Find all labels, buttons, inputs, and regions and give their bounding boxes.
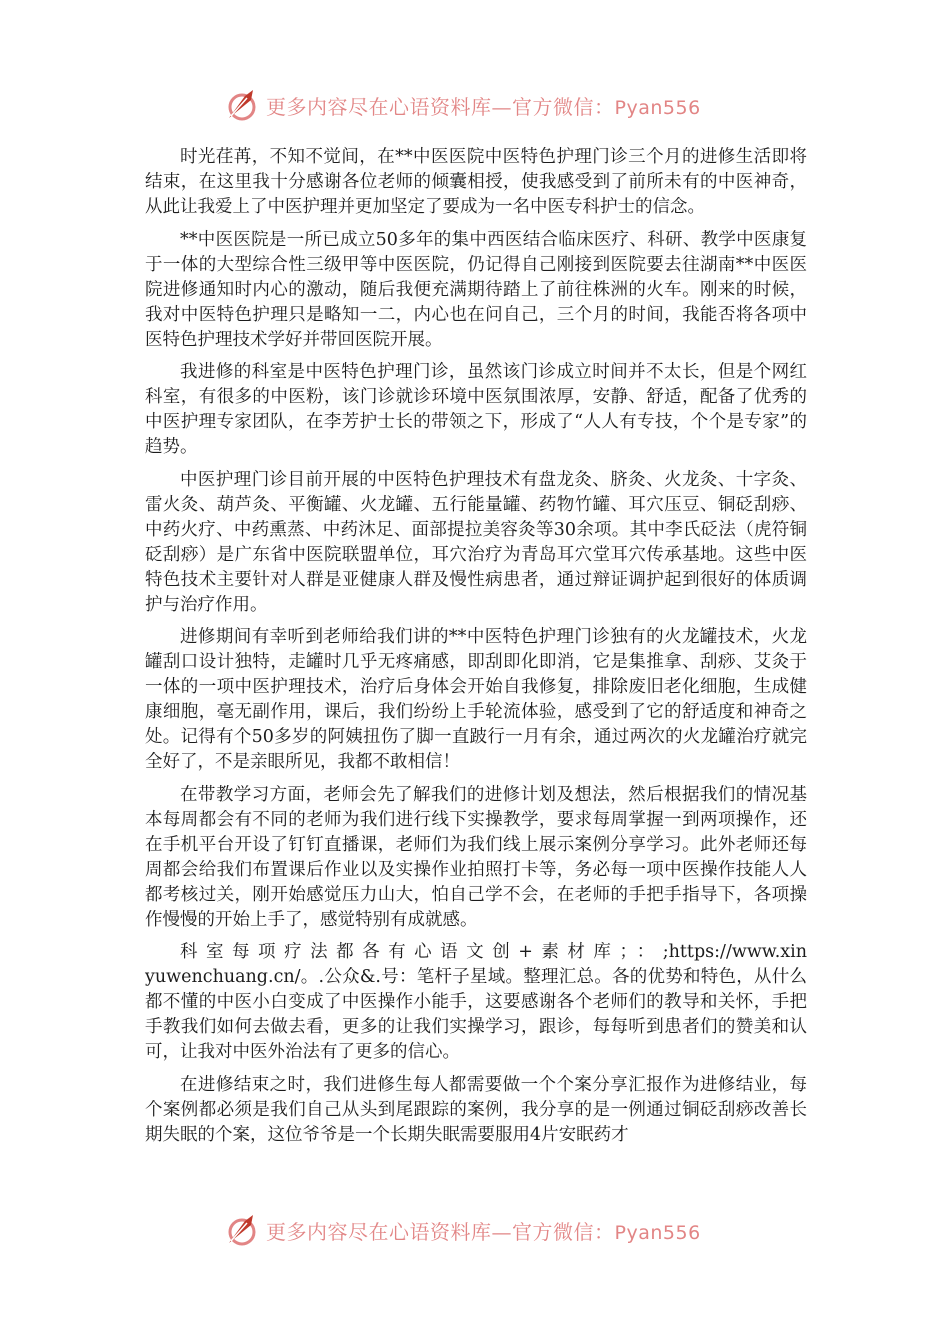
banner-main-text: 更多内容尽在心语资料库—官方微信： (266, 95, 615, 119)
paragraph-2: **中医医院是一所已成立50多年的集中西医结合临床医疗、科研、教学中医康复于一体的大型综合性三级甲等中医医院，仍记得自己刚接到医院要去往湖南**中医医院进修通知时内心的激动，随后我便充满期待踏上了前往株洲的火车。刚来的时候，我对中医特色护理只是略知一二，内心也在问自己，三个月的时间，我能否将各项中医特色护理技术学好并带回医院开展。 (145, 229, 807, 350)
header-banner (0, 85, 950, 125)
banner-main-text: 更多内容尽在心语资料库—官方微信： (266, 1220, 615, 1244)
quill-pen-logo-icon (225, 88, 259, 122)
paragraph-4: 中医护理门诊目前开展的中医特色护理技术有盘龙灸、脐灸、火龙灸、十字灸、雷火灸、葫芦灸、平衡罐、火龙罐、五行能量罐、药物竹罐、耳穴压豆、铜砭刮痧、中药火疗、中药熏蒸、中药沐足、面部提拉美容灸等30余项。其中李氏砭法（虎符铜砭刮痧）是广东省中医院联盟单位，耳穴治疗为青岛耳穴堂耳穴传承基地。这些中医特色技术主要针对人群是亚健康人群及慢性病患者，通过辩证调护起到很好的体质调护与治疗作用。 (145, 469, 807, 615)
paragraph-7-text: ;https://www.xinyuwenchuang.cn/。.公众&.号：笔杆子星域。整理汇总。各的优势和特色，从什么都不懂的中医小白变成了中医操作小能手，这要感谢各个老师们的教导和关怀，手把手教我们如何去做去看，更多的让我们实操学习，跟诊，每每听到患者们的赞美和认可，让我对中医外治法有了更多的信心。 (145, 942, 807, 1062)
paragraph-1: 时光荏苒，不知不觉间，在**中医医院中医特色护理门诊三个月的进修生活即将结束，在这里我十分感谢各位老师的倾囊相授，使我感受到了前所未有的中医神奇，从此让我爱上了中医护理并更加坚定了要成为一名中医专科护士的信念。 (145, 147, 807, 217)
quill-pen-logo-icon (225, 1213, 259, 1247)
banner-text (266, 91, 701, 120)
paragraph-7 (145, 940, 807, 1065)
banner-text (266, 1216, 701, 1245)
paragraph-7-spread-text: 科室每项疗法都各有心语文创+素材库；： (180, 942, 663, 962)
article-body (145, 145, 807, 1155)
paragraph-8: 在进修结束之时，我们进修生每人都需要做一个个案分享汇报作为进修结业，每个案例都必须是我们自己从头到尾跟踪的案例，我分享的是一例通过铜砭刮痧改善长期失眠的个案，这位爷爷是一个长期失眠需要服用4片安眠药才 (145, 1074, 807, 1145)
paragraph-6: 在带教学习方面，老师会先了解我们的进修计划及想法，然后根据我们的情况基本每周都会有不同的老师为我们进行线下实操教学，要求每周掌握一到两项操作，还在手机平台开设了钉钉直播课，老师们为我们线上展示案例分享学习。此外老师还每周都会给我们布置课后作业以及实操作业拍照打卡等，务必每一项中医操作技能人人都考核过关，刚开始感觉压力山大，怕自己学不会，在老师的手把手指导下，各项操作慢慢的开始上手了，感觉特别有成就感。 (145, 784, 807, 930)
paragraph-5: 进修期间有幸听到老师给我们讲的**中医特色护理门诊独有的火龙罐技术，火龙罐刮口设计独特，走罐时几乎无疼痛感，即刮即化即消，它是集推拿、刮痧、艾灸于一体的一项中医护理技术，治疗后身体会开始自我修复，排除废旧老化细胞，生成健康细胞，毫无副作用，课后，我们纷纷上手轮流体验，感受到了它的舒适度和神奇之处。记得有个50多岁的阿姨扭伤了脚一直跛行一月有余，通过两次的火龙罐治疗就完全好了，不是亲眼所见，我都不敢相信！ (145, 627, 807, 772)
footer-banner (0, 1210, 950, 1250)
banner-wechat-id: Pyan556 (614, 1222, 701, 1244)
banner-wechat-id: Pyan556 (614, 97, 701, 119)
paragraph-3: 我进修的科室是中医特色护理门诊，虽然该门诊成立时间并不太长，但是个网红科室，有很多的中医粉，该门诊就诊环境中医氛围浓厚，安静、舒适，配备了优秀的中医护理专家团队，在李芳护士长的带领之下，形成了“人人有专技，个个是专家”的趋势。 (145, 362, 807, 457)
